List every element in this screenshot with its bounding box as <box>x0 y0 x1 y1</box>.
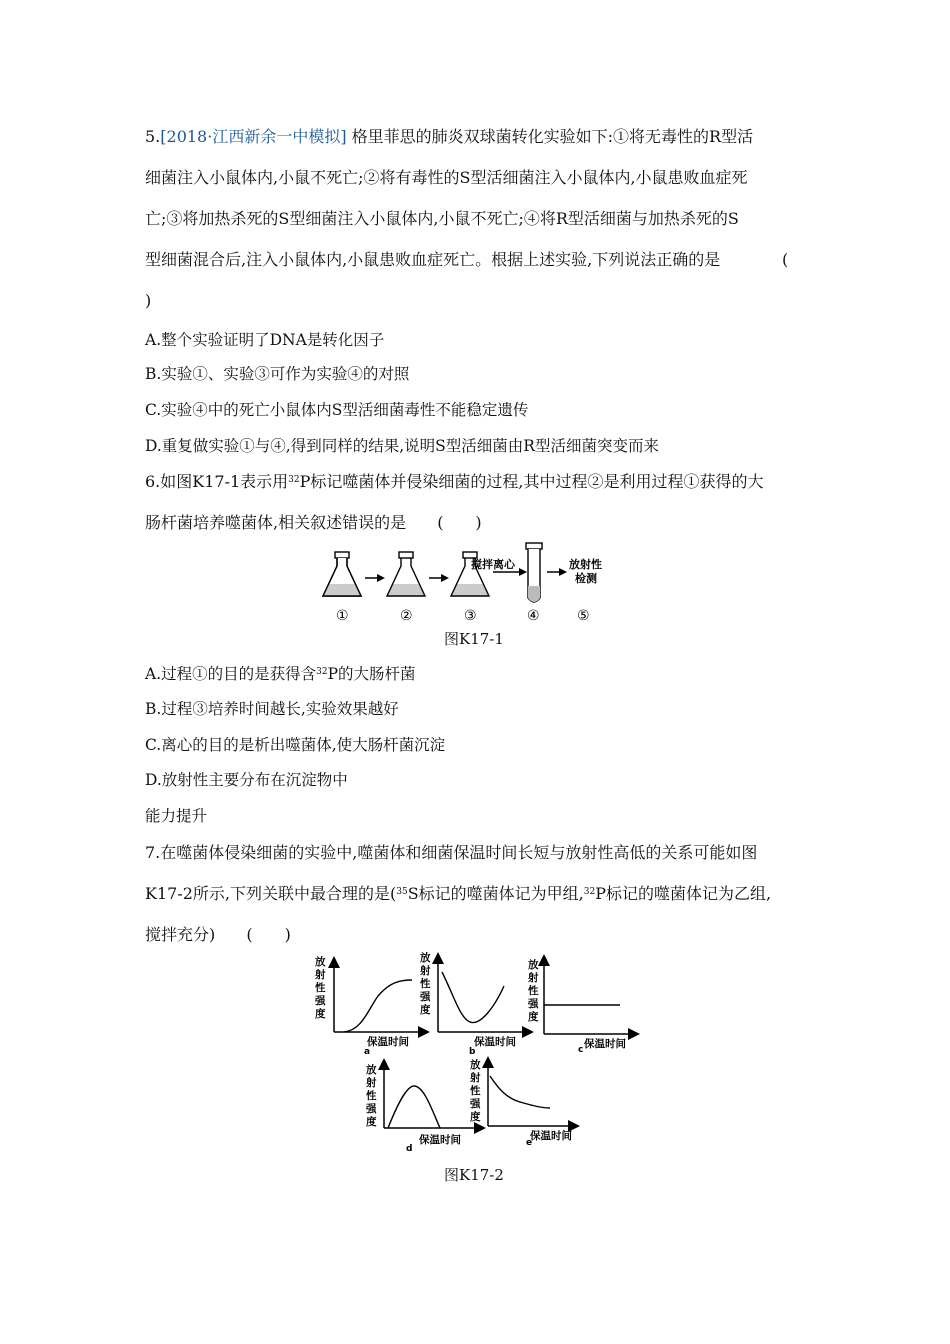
q6-option-b: B.过程③培养时间越长,实验效果越好 <box>145 700 399 718</box>
q5-line1 <box>145 127 753 147</box>
q6-option-a-text1: A.过程①的目的是获得含 <box>145 665 317 683</box>
q7-line3 <box>145 925 291 945</box>
q5-paren-close: ) <box>145 291 152 310</box>
graph-e-letter: e <box>526 1138 533 1148</box>
step-label-5: ⑤ <box>577 608 590 624</box>
q5-line3: 亡;③将加热杀死的S型细菌注入小鼠体内,小鼠不死亡;④将R型活细菌与加热杀死的S <box>145 209 739 228</box>
q5-option-d: D.重复做实验①与④,得到同样的结果,说明S型活细菌由R型活细菌突变而来 <box>145 437 659 455</box>
graph-b-letter: b <box>469 1047 476 1057</box>
q6-text-1a: 6.如图K17-1表示用 <box>145 472 289 491</box>
graph-b-ylabel-3: 性 <box>420 978 431 990</box>
q6-option-d: D.放射性主要分布在沉淀物中 <box>145 771 348 789</box>
figure-k17-1-caption: 图K17-1 <box>444 630 504 648</box>
arrow-text: 搅拌离心 <box>471 558 515 571</box>
q7-paren: ( ) <box>246 925 291 944</box>
q6-line1 <box>145 472 763 492</box>
graph-d-ylabel-3: 性 <box>366 1090 377 1102</box>
graph-a <box>314 955 424 1057</box>
graph-a-ylabel-2: 射 <box>315 969 326 981</box>
graph-a-xlabel: 保温时间 <box>367 1036 409 1048</box>
q7-line1: 7.在噬菌体侵染细菌的实验中,噬菌体和细菌保温时间长短与放射性高低的关系可能如图 <box>145 843 758 862</box>
q6-paren: ( ) <box>437 513 482 532</box>
q5-option-c: C.实验④中的死亡小鼠体内S型活细菌毒性不能稳定遗传 <box>145 401 529 419</box>
q6-option-a <box>145 664 416 684</box>
graph-c-ylabel-2: 射 <box>528 972 539 984</box>
graph-b <box>419 951 528 1057</box>
graph-a-ylabel-1: 放 <box>315 956 326 968</box>
graph-c <box>527 958 634 1055</box>
q7-text-2c: P标记的噬菌体记为乙组, <box>595 884 772 903</box>
q7-text-2b: S标记的噬菌体记为甲组, <box>407 884 584 903</box>
graph-d-ylabel-1: 放 <box>366 1064 377 1076</box>
graph-e-ylabel-2: 射 <box>470 1072 481 1084</box>
q6-text-1b: P标记噬菌体并侵染细菌的过程,其中过程②是利用过程①获得的大 <box>299 472 764 491</box>
graph-e-ylabel-5: 度 <box>470 1111 481 1123</box>
graph-e-ylabel-1: 放 <box>470 1059 481 1071</box>
q6-option-a-text2: P的大肠杆菌 <box>327 665 416 683</box>
graph-e <box>469 1058 574 1148</box>
flask-1 <box>323 552 361 596</box>
graph-a-ylabel-3: 性 <box>315 982 326 994</box>
detect-text-1: 放射性 <box>569 558 602 571</box>
graph-b-xlabel: 保温时间 <box>474 1036 516 1048</box>
section-title: 能力提升 <box>145 807 208 825</box>
step-label-2: ② <box>400 608 413 624</box>
graph-c-ylabel-5: 度 <box>528 1011 539 1023</box>
q5-number: 5. <box>145 127 161 146</box>
step-label-1: ① <box>336 608 349 624</box>
graph-d <box>365 1063 480 1154</box>
graph-c-ylabel-4: 强 <box>528 998 539 1010</box>
graph-d-ylabel-2: 射 <box>366 1077 377 1089</box>
graph-c-ylabel-3: 性 <box>528 985 539 997</box>
q5-line2: 细菌注入小鼠体内,小鼠不死亡;②将有毒性的S型活细菌注入小鼠体内,小鼠患败血症死 <box>145 168 748 187</box>
flask-2 <box>387 552 425 596</box>
q5-text-1: 格里菲思的肺炎双球菌转化实验如下:①将无毒性的R型活 <box>351 127 754 146</box>
graph-b-ylabel-5: 度 <box>420 1004 431 1016</box>
q5-option-a: A.整个实验证明了DNA是转化因子 <box>145 331 385 349</box>
q6-sup: 32 <box>288 475 300 485</box>
centrifuge-tube <box>526 543 542 602</box>
q5-text-4: 型细菌混合后,注入小鼠体内,小鼠患败血症死亡。根据上述实验,下列说法正确的是 <box>145 250 721 269</box>
q5-line4 <box>145 250 720 270</box>
graph-b-ylabel-2: 射 <box>420 965 431 977</box>
graph-e-ylabel-4: 强 <box>470 1098 481 1110</box>
graph-b-ylabel-4: 强 <box>420 991 431 1003</box>
graph-d-xlabel: 保温时间 <box>419 1134 461 1146</box>
graph-d-ylabel-5: 度 <box>366 1116 377 1128</box>
graph-a-letter: a <box>364 1047 371 1057</box>
q7-sup-2: 32 <box>583 887 596 897</box>
q7-sup-1: 35 <box>396 887 408 897</box>
step-label-3: ③ <box>464 608 477 624</box>
graph-c-xlabel: 保温时间 <box>584 1038 626 1050</box>
q5-source: [2018·江西新余一中模拟] <box>160 127 347 146</box>
figure-k17-2 <box>300 950 645 1162</box>
q6-text-2: 肠杆菌培养噬菌体,相关叙述错误的是 <box>145 513 407 532</box>
detect-text-2: 检测 <box>575 572 597 585</box>
graph-e-xlabel: 保温时间 <box>530 1130 572 1142</box>
graph-c-ylabel-1: 放 <box>528 959 539 971</box>
graph-a-ylabel-4: 强 <box>315 995 326 1007</box>
graph-d-ylabel-4: 强 <box>366 1103 377 1115</box>
q7-text-3: 搅拌充分) <box>145 925 216 944</box>
q7-text-2a: K17-2所示,下列关联中最合理的是( <box>145 884 397 903</box>
graph-d-letter: d <box>406 1144 413 1154</box>
graph-b-ylabel-1: 放 <box>420 952 431 964</box>
q5-option-b: B.实验①、实验③可作为实验④的对照 <box>145 365 410 383</box>
q7-line2 <box>145 884 771 904</box>
q5-paren-open: ( <box>782 250 789 269</box>
q6-option-c: C.离心的目的是析出噬菌体,使大肠杆菌沉淀 <box>145 736 446 754</box>
step-label-4: ④ <box>527 608 540 624</box>
graph-c-letter: c <box>578 1045 584 1055</box>
graph-e-ylabel-3: 性 <box>470 1085 481 1097</box>
figure-k17-1 <box>315 538 625 626</box>
figure-k17-2-caption: 图K17-2 <box>444 1166 504 1184</box>
q6-option-a-sup: 32 <box>316 667 328 677</box>
graph-a-ylabel-5: 度 <box>315 1008 326 1020</box>
q6-line2 <box>145 513 482 533</box>
